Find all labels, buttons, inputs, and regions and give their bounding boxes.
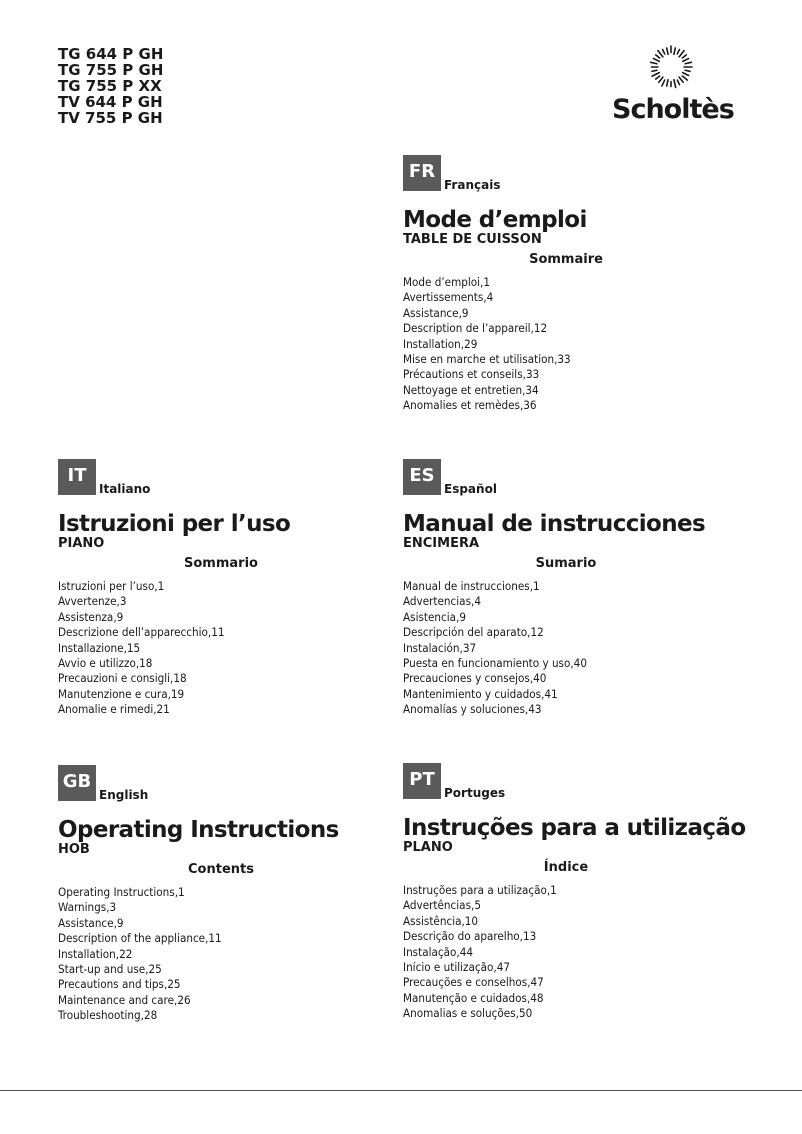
toc-item: Instalação,44 bbox=[403, 944, 473, 959]
toc-item: Instalación,37 bbox=[403, 640, 477, 655]
toc-item: Descrizione dell’apparecchio,11 bbox=[58, 625, 225, 640]
toc-item: Advertências,5 bbox=[403, 898, 481, 913]
section-title: Istruzioni per l’uso bbox=[58, 511, 291, 537]
toc-item: Istruzioni per l’uso,1 bbox=[58, 579, 165, 593]
language-code-badge: ES bbox=[403, 459, 441, 495]
model-list bbox=[58, 46, 163, 126]
brand-name: Scholtès bbox=[612, 94, 734, 125]
toc-item: Instruções para a utilização,1 bbox=[403, 883, 557, 897]
toc-item: Precauzioni e consigli,18 bbox=[58, 671, 187, 686]
sunburst-ray bbox=[685, 62, 691, 63]
model-number: TG 644 P GH bbox=[58, 45, 164, 63]
brand-logo bbox=[612, 44, 734, 130]
language-name: Italiano bbox=[99, 482, 151, 496]
toc-item: Puesta en funcionamiento y uso,40 bbox=[403, 656, 587, 671]
section-subtitle: PIANO bbox=[58, 536, 105, 551]
sunburst-ray bbox=[663, 49, 665, 54]
toc-item: Assistenza,9 bbox=[58, 609, 124, 624]
toc-item: Precauções e conselhos,47 bbox=[403, 975, 544, 990]
toc-item: Troubleshooting,28 bbox=[58, 1008, 158, 1023]
section-subtitle: HOB bbox=[58, 842, 90, 857]
toc-item: Installazione,15 bbox=[58, 640, 141, 655]
sunburst-ray bbox=[667, 48, 668, 54]
model-number: TG 755 P XX bbox=[58, 77, 162, 95]
language-name: English bbox=[99, 788, 149, 802]
toc-heading: Contents bbox=[188, 862, 254, 877]
sunburst-ray bbox=[653, 59, 659, 62]
section-subtitle: ENCIMERA bbox=[403, 536, 480, 551]
toc-item: Início e utilização,47 bbox=[403, 960, 510, 975]
sunburst-ray bbox=[662, 80, 665, 86]
toc-item: Maintenance and care,26 bbox=[58, 992, 191, 1007]
sunburst-ray bbox=[656, 76, 660, 79]
toc-item: Anomalies et remèdes,36 bbox=[403, 398, 537, 413]
table-of-contents bbox=[403, 579, 733, 718]
sunburst-ray bbox=[679, 77, 683, 82]
section-title: Operating Instructions bbox=[58, 817, 339, 843]
section-title: Instruções para a utilização bbox=[403, 815, 746, 841]
sunburst-ray bbox=[658, 51, 663, 57]
toc-item: Assistance,9 bbox=[403, 305, 469, 320]
toc-item: Anomalias e soluções,50 bbox=[403, 1006, 533, 1021]
toc-item: Assistência,10 bbox=[403, 913, 479, 928]
sunburst-ray bbox=[685, 70, 690, 71]
section-it bbox=[58, 459, 388, 718]
toc-item: Anomalie e rimedi,21 bbox=[58, 702, 170, 717]
language-name: Français bbox=[444, 178, 501, 192]
language-code-badge: FR bbox=[403, 155, 441, 191]
toc-item: Asistencia,9 bbox=[403, 609, 466, 624]
toc-item: Précautions et conseils,33 bbox=[403, 367, 540, 382]
toc-item: Mantenimiento y cuidados,41 bbox=[403, 686, 558, 701]
sunburst-ray bbox=[656, 55, 660, 58]
toc-item: Mise en marche et utilisation,33 bbox=[403, 352, 571, 367]
toc-item: Description of the appliance,11 bbox=[58, 931, 222, 946]
toc-item: Manutenzione e cura,19 bbox=[58, 686, 185, 701]
section-title: Mode d’emploi bbox=[403, 207, 587, 233]
language-code-badge: GB bbox=[58, 765, 96, 801]
sunburst-ray bbox=[652, 70, 657, 71]
sunburst-ray bbox=[652, 73, 659, 76]
toc-item: Avertissements,4 bbox=[403, 290, 494, 305]
language-code-badge: IT bbox=[58, 459, 96, 495]
toc-item: Warnings,3 bbox=[58, 900, 117, 915]
toc-item: Operating Instructions,1 bbox=[58, 885, 185, 899]
sunburst-ray bbox=[651, 62, 657, 63]
toc-item: Nettoyage et entretien,34 bbox=[403, 382, 539, 397]
toc-item: Mode d’emploi,1 bbox=[403, 275, 490, 289]
sunburst-ray bbox=[674, 80, 676, 88]
toc-heading: Sommaire bbox=[529, 252, 603, 267]
table-of-contents bbox=[58, 579, 388, 718]
toc-heading: Sumario bbox=[535, 556, 597, 571]
toc-item: Advertencias,4 bbox=[403, 594, 481, 609]
model-number: TG 755 P GH bbox=[58, 61, 164, 79]
sunburst-ray bbox=[667, 80, 668, 86]
toc-item: Precautions and tips,25 bbox=[58, 977, 181, 992]
model-number: TV 755 P GH bbox=[58, 109, 163, 127]
sunburst-icon bbox=[648, 44, 694, 90]
toc-heading: Sommario bbox=[184, 556, 258, 571]
section-gb bbox=[58, 765, 388, 1024]
section-fr bbox=[403, 155, 733, 414]
toc-item: Manual de instrucciones,1 bbox=[403, 579, 540, 593]
sunburst-ray bbox=[659, 77, 663, 82]
toc-item: Manutenção e cuidados,48 bbox=[403, 990, 544, 1005]
toc-item: Precauciones y consejos,40 bbox=[403, 671, 547, 686]
footer-divider bbox=[0, 1090, 802, 1091]
table-of-contents bbox=[58, 885, 388, 1024]
toc-heading: Índice bbox=[543, 860, 589, 875]
toc-item: Description de l’appareil,12 bbox=[403, 321, 548, 336]
toc-item: Descripción del aparato,12 bbox=[403, 625, 544, 640]
toc-item: Avvio e utilizzo,18 bbox=[58, 656, 153, 671]
sunburst-ray bbox=[677, 49, 679, 54]
toc-item: Avvertenze,3 bbox=[58, 594, 127, 609]
sunburst-ray bbox=[682, 55, 686, 58]
language-code-badge: PT bbox=[403, 763, 441, 799]
language-name: Portuges bbox=[444, 786, 506, 800]
sunburst-ray bbox=[674, 48, 675, 54]
toc-item: Assistance,9 bbox=[58, 915, 124, 930]
sunburst-ray bbox=[683, 73, 689, 76]
model-number: TV 644 P GH bbox=[58, 93, 163, 111]
toc-item: Installation,29 bbox=[403, 336, 478, 351]
toc-item: Descrição do aparelho,13 bbox=[403, 929, 537, 944]
section-subtitle: PLANO bbox=[403, 840, 453, 855]
toc-item: Installation,22 bbox=[58, 946, 133, 961]
table-of-contents bbox=[403, 275, 733, 414]
toc-item: Anomalías y soluciones,43 bbox=[403, 702, 542, 717]
toc-item: Start-up and use,25 bbox=[58, 962, 162, 977]
sunburst-ray bbox=[682, 76, 687, 80]
sunburst-ray bbox=[677, 80, 679, 85]
table-of-contents bbox=[403, 883, 733, 1022]
section-title: Manual de instrucciones bbox=[403, 511, 706, 537]
language-name: Español bbox=[444, 482, 497, 496]
section-subtitle: TABLE DE CUISSON bbox=[403, 232, 542, 247]
section-es bbox=[403, 459, 733, 718]
section-pt bbox=[403, 763, 746, 1022]
sunburst-ray bbox=[679, 51, 684, 57]
sunburst-ray bbox=[683, 59, 689, 62]
